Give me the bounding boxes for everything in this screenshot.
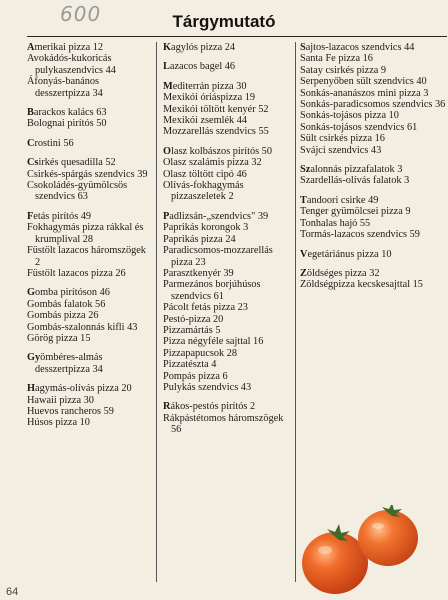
index-entry-text: Tonhalas hajó 55	[300, 217, 371, 229]
index-initial-letter: C	[27, 137, 35, 149]
index-entry-text: Görög pizza 15	[27, 332, 91, 344]
index-initial-letter: H	[27, 383, 36, 395]
index-initial-letter: F	[27, 210, 34, 222]
index-letter-group	[27, 383, 152, 429]
index-letter-group	[27, 287, 152, 344]
index-letter-group	[163, 211, 293, 394]
index-letter-group	[27, 157, 152, 203]
index-entry-text: Sonkás-tojásos pizza 10	[300, 110, 399, 122]
index-entry-text: Szardellás-olívás falatok 3	[300, 175, 410, 187]
index-entry-text: Satay csirkés pizza 9	[300, 64, 387, 76]
index-entry-text: alonnás pizzafalatok 3	[310, 164, 403, 176]
index-entry	[300, 175, 446, 186]
index-entry-text: Pizzamártás 5	[163, 324, 221, 336]
index-entry	[27, 352, 152, 375]
index-entry-text: Olívás-fokhagymás pizzaszeletek 2	[163, 180, 244, 203]
index-entry-text: irkés quesadilla 52	[38, 157, 116, 169]
index-entry-text: Svájci szendvics 43	[300, 144, 382, 156]
index-entry	[300, 249, 446, 260]
index-entry	[27, 157, 152, 168]
index-initial-letter: G	[27, 287, 36, 299]
title-rule	[27, 36, 447, 37]
index-entry	[163, 157, 293, 168]
index-letter-group	[300, 42, 446, 156]
index-initial-letter: T	[300, 194, 307, 206]
index-entry-text: Mexikói óriáspizza 19	[163, 92, 256, 104]
index-entry-text: omba pirítóson 46	[35, 287, 110, 299]
index-letter-group	[300, 268, 446, 291]
index-entry	[163, 104, 293, 115]
index-entry-text: ajtos-lazacos szendvics 44	[305, 42, 415, 53]
index-entry-text: Olasz szalámis pizza 32	[163, 157, 262, 169]
index-entry	[300, 145, 446, 156]
index-entry-text: Parmezános borjúhúsos szendvics 61	[163, 279, 261, 302]
index-entry	[27, 310, 152, 321]
index-entry-text: Tenger gyümölcsei pizza 9	[300, 206, 411, 218]
index-entry	[300, 53, 446, 64]
index-entry	[163, 302, 293, 313]
index-entry-text: ömbéres-almás desszertpizza 34	[35, 352, 103, 375]
index-entry-text: Fokhagymás pizza rákkal és krumplival 28	[27, 222, 144, 245]
index-initial-letter: Cs	[27, 157, 39, 169]
index-entry	[300, 195, 446, 206]
index-entry	[27, 42, 152, 53]
index-entry-text: Pizzapapucsok 28	[163, 347, 238, 359]
index-letter-group	[27, 211, 152, 279]
index-entry-text: Sonkás-tojásos szendvics 61	[300, 121, 418, 133]
index-entry	[163, 413, 293, 436]
index-entry	[163, 169, 293, 180]
index-entry-text: Gombás falatok 56	[27, 298, 106, 310]
index-entry-text: Rákpástétomos háromszögek 56	[163, 412, 284, 436]
index-entry	[163, 61, 293, 72]
index-entry-text: Pácolt fetás pizza 23	[163, 302, 248, 314]
index-entry-text: agylós pizza 24	[171, 42, 236, 53]
index-entry-text: Sült csirkés pizza 16	[300, 133, 385, 145]
index-letter-group	[163, 61, 293, 72]
index-initial-letter: L	[163, 61, 170, 73]
index-entry-text: Füstölt lazacos háromszögek 2	[27, 245, 146, 268]
index-initial-letter: P	[163, 210, 170, 222]
index-entry	[300, 122, 446, 133]
index-entry-text: Tormás-lazacos szendvics 59	[300, 229, 420, 241]
index-entry	[163, 245, 293, 268]
index-initial-letter: B	[27, 107, 34, 119]
index-entry-text: Mozzarellás szendvics 55	[163, 126, 269, 138]
index-entry	[163, 401, 293, 412]
index-entry	[27, 211, 152, 222]
index-entry	[163, 325, 293, 336]
index-entry-text: rostini 56	[34, 137, 74, 149]
index-entry	[27, 268, 152, 279]
index-entry-text: egetáriánus pizza 10	[307, 248, 392, 260]
index-entry	[163, 211, 293, 222]
index-entry-text: Húsos pizza 10	[27, 417, 90, 429]
page-title: Tárgymutató	[172, 12, 276, 31]
index-initial-letter: K	[163, 42, 172, 53]
index-entry-text: arackos kalács 63	[33, 107, 107, 119]
index-letter-group	[27, 138, 152, 149]
index-entry-text: merikai pizza 12	[34, 42, 104, 53]
index-entry	[27, 406, 152, 417]
index-entry-text: Parasztkenyér 39	[163, 267, 234, 279]
index-entry-text: andoori csirke 49	[306, 194, 379, 206]
index-initial-letter: O	[163, 145, 172, 157]
index-initial-letter: R	[163, 401, 171, 413]
index-entry	[163, 268, 293, 279]
index-entry	[163, 81, 293, 92]
index-entry-text: Paprikás pizza 24	[163, 233, 236, 245]
index-entry	[163, 126, 293, 137]
index-column-3	[300, 42, 446, 299]
index-entry	[27, 169, 152, 180]
index-entry-text: Olasz töltött cipó 46	[163, 168, 247, 180]
index-entry	[300, 268, 446, 279]
index-entry-text: Pestó-pizza 20	[163, 313, 224, 325]
index-column-1	[27, 42, 152, 437]
index-entry	[163, 348, 293, 359]
index-entry	[163, 180, 293, 203]
index-letter-group	[163, 401, 293, 435]
index-entry	[27, 333, 152, 344]
index-entry-text: Csokoládés-gyümölcsös szendvics 63	[27, 180, 128, 203]
index-entry-text: Santa Fe pizza 16	[300, 53, 373, 65]
index-entry	[163, 234, 293, 245]
index-entry-text: Mexikói zsemlék 44	[163, 115, 248, 127]
index-entry-text: adlizsán-„szendvics" 39	[169, 210, 269, 222]
index-entry	[27, 138, 152, 149]
index-entry	[300, 99, 446, 110]
column-divider	[295, 42, 296, 582]
index-entry	[163, 279, 293, 302]
index-entry	[27, 287, 152, 298]
index-entry	[300, 110, 446, 121]
index-entry	[27, 107, 152, 118]
index-entry	[300, 218, 446, 229]
index-entry-text: Pizzatészta 4	[163, 359, 217, 371]
index-initial-letter: V	[300, 248, 308, 260]
index-initial-letter: Gy	[27, 352, 41, 364]
index-letter-group	[300, 195, 446, 241]
tomato-illustration	[295, 505, 445, 600]
index-entry	[27, 245, 152, 268]
index-entry	[163, 382, 293, 393]
index-entry	[300, 229, 446, 240]
index-entry	[300, 206, 446, 217]
index-entry-text: agymás-olívás pizza 20	[35, 383, 132, 395]
index-entry	[163, 371, 293, 382]
index-entry	[163, 222, 293, 233]
index-entry	[300, 65, 446, 76]
index-entry-text: azacos bagel 46	[169, 61, 236, 73]
index-entry-text: Mexikói töltött kenyér 52	[163, 103, 269, 115]
index-entry	[163, 359, 293, 370]
index-initial-letter: A	[27, 42, 35, 53]
index-entry	[300, 76, 446, 87]
index-letter-group	[27, 107, 152, 130]
index-entry-text: ákos-pestós pirítós 2	[170, 401, 256, 413]
index-entry	[163, 314, 293, 325]
index-letter-group	[163, 42, 293, 53]
index-entry	[300, 88, 446, 99]
index-entry-text: editerrán pizza 30	[172, 80, 247, 92]
index-entry-text: Pompás pizza 6	[163, 370, 228, 382]
index-entry-text: Bolognai pirítós 50	[27, 118, 107, 130]
index-entry	[300, 164, 446, 175]
index-entry-text: Csirkés-spárgás szendvics 39	[27, 168, 148, 180]
index-entry	[27, 299, 152, 310]
index-entry-text: Hawaii pizza 30	[27, 394, 94, 406]
index-letter-group	[163, 81, 293, 138]
index-entry-text: Áfonyás-banános desszertpizza 34	[27, 76, 103, 99]
index-entry-text: öldséges pizza 32	[306, 267, 380, 279]
index-letter-group	[300, 249, 446, 260]
index-entry-text: lasz kolbászos pirítós 50	[171, 145, 272, 157]
index-letter-group	[163, 146, 293, 203]
index-entry	[27, 53, 152, 76]
index-entry-text: etás pirítós 49	[33, 210, 92, 222]
index-entry-text: Gombás pizza 26	[27, 310, 99, 322]
index-entry	[300, 279, 446, 290]
index-entry	[300, 133, 446, 144]
page-number: 64	[6, 586, 19, 598]
index-entry-text: Huevos rancheros 59	[27, 405, 114, 417]
index-entry-text: Paradicsomos-mozzarellás pizza 23	[163, 245, 273, 268]
index-entry-text: Sonkás-ananászos mini pizza 3	[300, 87, 429, 99]
index-initial-letter: S	[300, 42, 306, 53]
index-entry	[163, 115, 293, 126]
handwritten-page-note: 600	[60, 2, 102, 26]
index-entry	[27, 395, 152, 406]
index-initial-letter: Sz	[300, 164, 311, 176]
index-entry	[27, 180, 152, 203]
index-entry	[27, 383, 152, 394]
index-entry	[27, 118, 152, 129]
index-letter-group	[27, 42, 152, 99]
index-entry	[163, 146, 293, 157]
index-entry	[27, 76, 152, 99]
index-entry-text: Pulykás szendvics 43	[163, 381, 252, 393]
column-divider	[156, 42, 157, 582]
index-letter-group	[300, 164, 446, 187]
index-entry	[27, 322, 152, 333]
index-entry-text: Füstölt lazacos pizza 26	[27, 267, 126, 279]
index-entry	[163, 42, 293, 53]
index-entry	[27, 222, 152, 245]
index-entry	[27, 417, 152, 428]
index-entry	[163, 92, 293, 103]
index-entry-text: Serpenyőben sült szendvics 40	[300, 76, 427, 88]
index-entry-text: Pizza négyféle sajttal 16	[163, 336, 264, 348]
index-entry	[163, 336, 293, 347]
index-column-2	[163, 42, 293, 444]
index-initial-letter: Z	[300, 267, 307, 279]
index-entry-text: Gombás-szalonnás kifli 43	[27, 321, 138, 333]
index-entry-text: Sonkás-paradicsomos szendvics 36	[300, 99, 446, 111]
index-initial-letter: M	[163, 80, 173, 92]
index-entry-text: Zöldségpizza kecskesajttal 15	[300, 279, 423, 291]
index-entry	[300, 42, 446, 53]
index-letter-group	[27, 352, 152, 375]
index-entry-text: Paprikás korongok 3	[163, 222, 249, 234]
index-entry-text: Avokádós-kukoricás pulykaszendvics 44	[27, 53, 116, 76]
